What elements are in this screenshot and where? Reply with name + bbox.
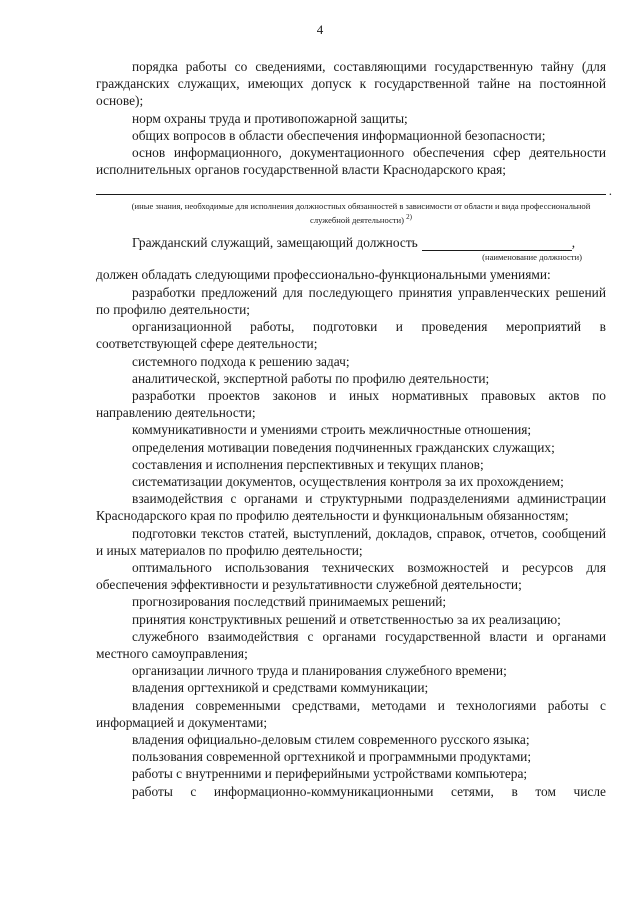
skill-item: составления и исполнения перспективных и текущих планов; bbox=[132, 456, 484, 472]
position-caption: (наименование должности) bbox=[482, 252, 582, 263]
page-number: 4 bbox=[316, 22, 324, 37]
skill-item: владения оргтехникой и средствами коммуникации; bbox=[132, 680, 429, 696]
paragraph: основ информационного, документационного обеспечения сфер деятельности исполнительных органов государственной власти Краснодарского края; bbox=[96, 145, 606, 178]
skill-item: определения мотивации поведения подчиненных гражданских служащих; bbox=[132, 439, 555, 455]
footnote-caption-text: (иные знания, необходимые для исполнения должностных обязанностей в зависимости от области и вида профессиональной служебной деятельности) bbox=[131, 201, 591, 226]
paragraph: общих вопросов в области обеспечения информационной безопасности; bbox=[132, 127, 546, 143]
position-blank bbox=[422, 237, 572, 251]
skill-item: прогнозирования последствий принимаемых решений; bbox=[132, 594, 447, 610]
blank-line-end: . bbox=[608, 183, 612, 199]
footnote-mark: 2) bbox=[406, 213, 412, 222]
position-label: Гражданский служащий, замещающий должность bbox=[132, 235, 418, 251]
paragraph: норм охраны труда и противопожарной защиты; bbox=[132, 110, 408, 126]
skill-item: работы с внутренними и периферийными устройствами компьютера; bbox=[132, 766, 528, 782]
skill-item: организационной работы, подготовки и проведения мероприятий в соответствующей сфере деятельности; bbox=[96, 319, 606, 352]
skill-item: коммуникативности и умениями строить межличностные отношения; bbox=[132, 422, 532, 438]
intro-line: должен обладать следующими профессионально-функциональными умениями: bbox=[96, 267, 551, 283]
skill-item: пользования современной оргтехникой и программными продуктами; bbox=[132, 749, 532, 765]
skill-item: подготовки текстов статей, выступлений, докладов, справок, отчетов, сообщений и иных материалов по профилю деятельности; bbox=[96, 525, 606, 558]
skill-item: служебного взаимодействия с органами государственной власти и органами местного самоуправления; bbox=[96, 628, 606, 661]
position-end: , bbox=[571, 235, 576, 251]
blank-fill-line bbox=[96, 183, 612, 199]
skill-item: работы с информационно-коммуникационными сетями, в том числе bbox=[132, 783, 606, 799]
document-body bbox=[96, 58, 612, 800]
skill-item: организации личного труда и планирования служебного времени; bbox=[132, 663, 507, 679]
skill-item: принятия конструктивных решений и ответственностью за их реализацию; bbox=[132, 611, 561, 627]
skill-item: владения современными средствами, методами и технологиями работы с информацией и документами; bbox=[96, 697, 606, 730]
skill-item: разработки предложений для последующего принятия управленческих решений по профилю деятельности; bbox=[96, 284, 606, 317]
skill-item: оптимального использования технических возможностей и ресурсов для обеспечения эффективности и результативности служебной деятельности; bbox=[96, 559, 606, 593]
skill-item: системного подхода к решению задач; bbox=[132, 353, 350, 369]
skill-item: владения официально-деловым стилем современного русского языка; bbox=[132, 731, 530, 747]
skill-item: взаимодействия с органами и структурными подразделениями администрации Краснодарского края по профилю деятельности и функциональным обязанностям; bbox=[96, 491, 606, 524]
paragraph: порядка работы со сведениями, составляющими государственную тайну (для гражданских служащих, имеющих допуск к государственной тайне на постоянной основе); bbox=[96, 59, 606, 109]
footnote-caption bbox=[96, 201, 606, 226]
position-row bbox=[96, 234, 606, 251]
skill-item: разработки проектов законов и иных нормативных правовых актов по направлению деятельности; bbox=[96, 387, 606, 421]
skill-item: аналитической, экспертной работы по профилю деятельности; bbox=[132, 370, 490, 386]
skill-item: систематизации документов, осуществления контроля за их прохождением; bbox=[132, 473, 564, 489]
